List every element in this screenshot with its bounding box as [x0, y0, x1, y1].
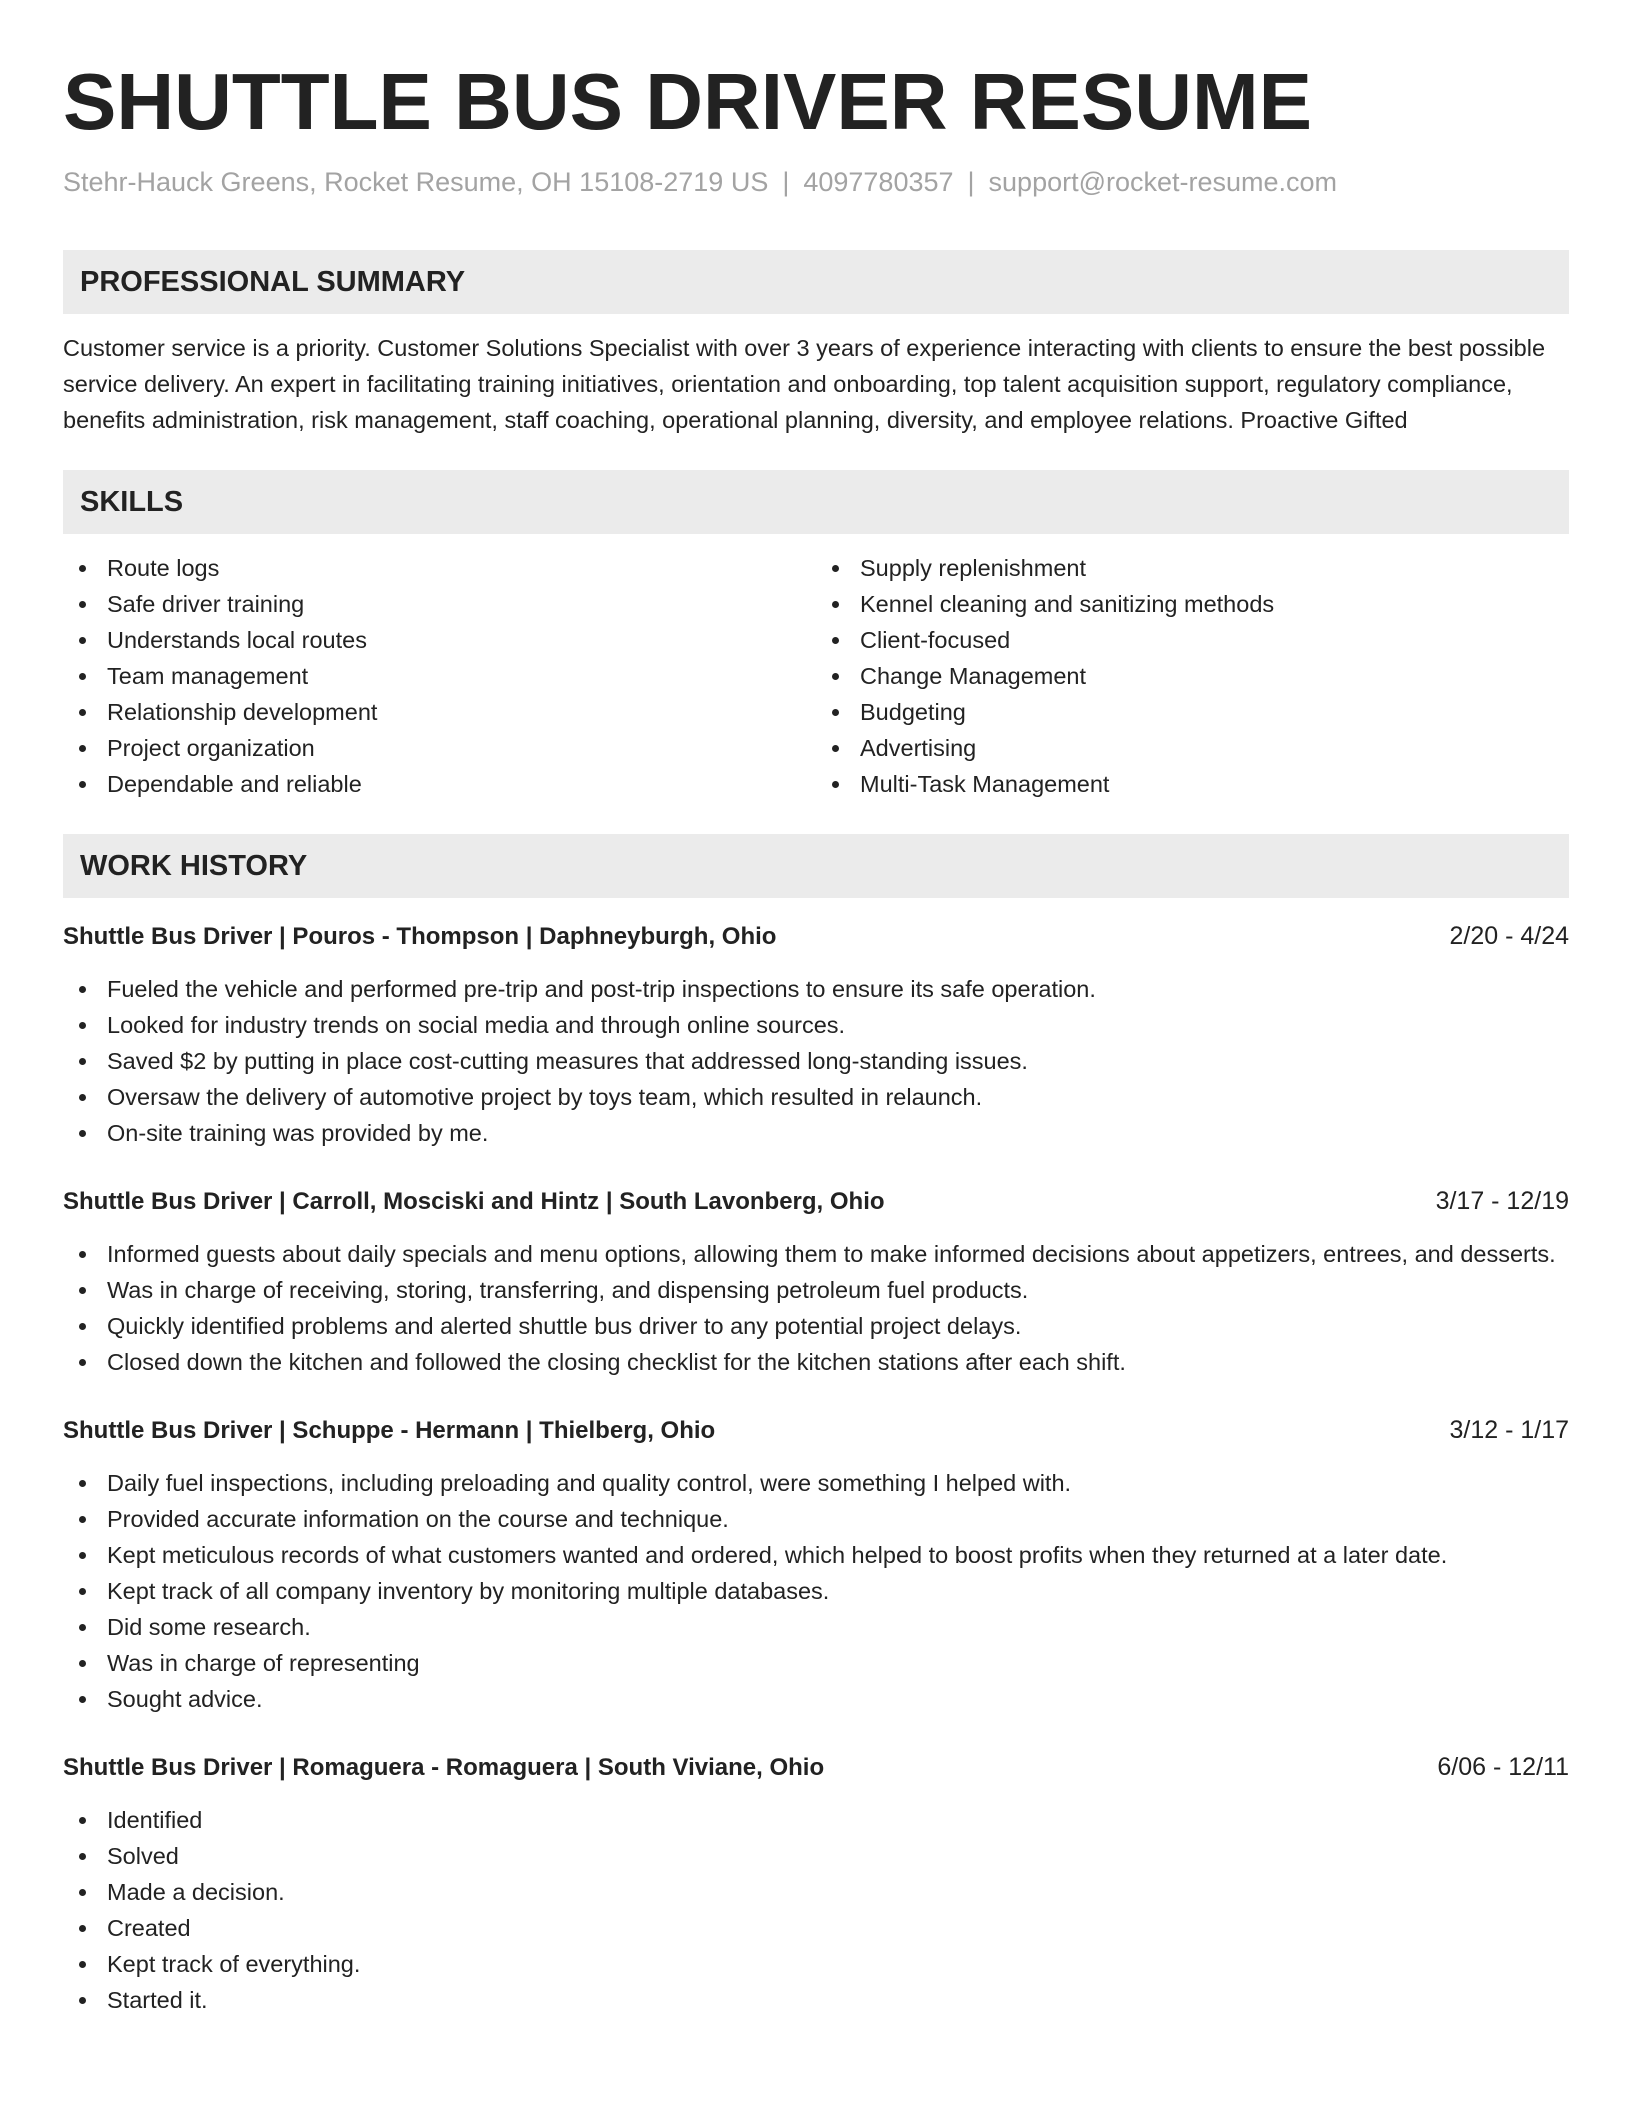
- job-bullet: Was in charge of representing: [63, 1645, 1569, 1681]
- skill-item: Advertising: [816, 730, 1569, 766]
- job-bullet: Identified: [63, 1802, 1569, 1838]
- skill-item: Safe driver training: [63, 586, 816, 622]
- contact-phone: 4097780357: [803, 167, 954, 197]
- job-bullets: [63, 1465, 1569, 1717]
- job-dates: 2/20 - 4/24: [1449, 922, 1569, 950]
- job-bullet: Kept track of everything.: [63, 1946, 1569, 1982]
- skill-item: Understands local routes: [63, 622, 816, 658]
- job-entry: [63, 1183, 1569, 1380]
- job-bullet: Made a decision.: [63, 1874, 1569, 1910]
- skill-item: Multi-Task Management: [816, 766, 1569, 802]
- job-header: [63, 1183, 1569, 1220]
- job-bullets: [63, 971, 1569, 1151]
- skill-item: Dependable and reliable: [63, 766, 816, 802]
- job-entry: [63, 918, 1569, 1151]
- job-bullet: Was in charge of receiving, storing, transferring, and dispensing petroleum fuel products.: [63, 1272, 1569, 1308]
- job-bullet: Daily fuel inspections, including preloading and quality control, were something I helped with.: [63, 1465, 1569, 1501]
- job-bullet: Started it.: [63, 1982, 1569, 2018]
- skill-item: Route logs: [63, 550, 816, 586]
- skills-column-left: [63, 550, 816, 802]
- job-bullet: Saved $2 by putting in place cost-cutting measures that addressed long-standing issues.: [63, 1043, 1569, 1079]
- section-heading: WORK HISTORY: [80, 849, 308, 882]
- job-title: Shuttle Bus Driver | Schuppe - Hermann | Thielberg, Ohio: [63, 1417, 716, 1444]
- contact-line: [63, 162, 1569, 202]
- job-entry: [63, 1412, 1569, 1717]
- skill-item: Project organization: [63, 730, 816, 766]
- job-header: [63, 1749, 1569, 1786]
- section-header-work-history: [63, 834, 1569, 898]
- job-bullets: [63, 1236, 1569, 1380]
- skill-item: Supply replenishment: [816, 550, 1569, 586]
- contact-address: Stehr-Hauck Greens, Rocket Resume, OH 15108-2719 US: [63, 167, 769, 197]
- job-bullet: Sought advice.: [63, 1681, 1569, 1717]
- skill-item: Budgeting: [816, 694, 1569, 730]
- job-bullet: On-site training was provided by me.: [63, 1115, 1569, 1151]
- contact-separator: |: [782, 167, 790, 197]
- skills-list: [63, 550, 1569, 802]
- job-bullets: [63, 1802, 1569, 2018]
- section-heading: SKILLS: [80, 485, 184, 518]
- job-title: Shuttle Bus Driver | Carroll, Mosciski and Hintz | South Lavonberg, Ohio: [63, 1188, 885, 1215]
- job-bullet: Informed guests about daily specials and menu options, allowing them to make informed decisions about appetizers, entrees, and desserts.: [63, 1236, 1569, 1272]
- section-header-skills: [63, 470, 1569, 534]
- skill-item: Kennel cleaning and sanitizing methods: [816, 586, 1569, 622]
- job-bullet: Looked for industry trends on social media and through online sources.: [63, 1007, 1569, 1043]
- skills-column-right: [816, 550, 1569, 802]
- skill-item: Change Management: [816, 658, 1569, 694]
- skill-item: Relationship development: [63, 694, 816, 730]
- job-bullet: Kept track of all company inventory by monitoring multiple databases.: [63, 1573, 1569, 1609]
- job-dates: 3/12 - 1/17: [1449, 1416, 1569, 1444]
- job-title: Shuttle Bus Driver | Romaguera - Romaguera | South Viviane, Ohio: [63, 1754, 825, 1781]
- section-header-summary: [63, 250, 1569, 314]
- skill-item: Client-focused: [816, 622, 1569, 658]
- resume-title: SHUTTLE BUS DRIVER RESUME: [63, 57, 1312, 146]
- job-header: [63, 1412, 1569, 1449]
- job-entry: [63, 1749, 1569, 2018]
- skill-item: Team management: [63, 658, 816, 694]
- job-dates: 3/17 - 12/19: [1435, 1187, 1569, 1215]
- job-dates: 6/06 - 12/11: [1437, 1753, 1569, 1781]
- job-bullet: Solved: [63, 1838, 1569, 1874]
- contact-email: support@rocket-resume.com: [988, 167, 1338, 197]
- section-heading: PROFESSIONAL SUMMARY: [80, 265, 466, 298]
- job-bullet: Provided accurate information on the course and technique.: [63, 1501, 1569, 1537]
- job-bullet: Closed down the kitchen and followed the closing checklist for the kitchen stations after each shift.: [63, 1344, 1569, 1380]
- job-bullet: Did some research.: [63, 1609, 1569, 1645]
- job-header: [63, 918, 1569, 955]
- job-title: Shuttle Bus Driver | Pouros - Thompson | Daphneyburgh, Ohio: [63, 923, 777, 950]
- job-bullet: Created: [63, 1910, 1569, 1946]
- contact-separator: |: [967, 167, 975, 197]
- job-bullet: Kept meticulous records of what customers wanted and ordered, which helped to boost profits when they returned at a later date.: [63, 1537, 1569, 1573]
- job-bullet: Fueled the vehicle and performed pre-trip and post-trip inspections to ensure its safe operation.: [63, 971, 1569, 1007]
- summary-text: Customer service is a priority. Customer Solutions Specialist with over 3 years of experience interacting with clients to ensure the best possible service delivery. An expert in facilitating training initiatives, orientation and onboarding, top talent acquisition support, regulatory compliance, benefits administration, risk management, staff coaching, operational planning, diversity, and employee relations. Proactive Gifted: [63, 335, 1546, 433]
- job-bullet: Quickly identified problems and alerted shuttle bus driver to any potential project delays.: [63, 1308, 1569, 1344]
- job-bullet: Oversaw the delivery of automotive project by toys team, which resulted in relaunch.: [63, 1079, 1569, 1115]
